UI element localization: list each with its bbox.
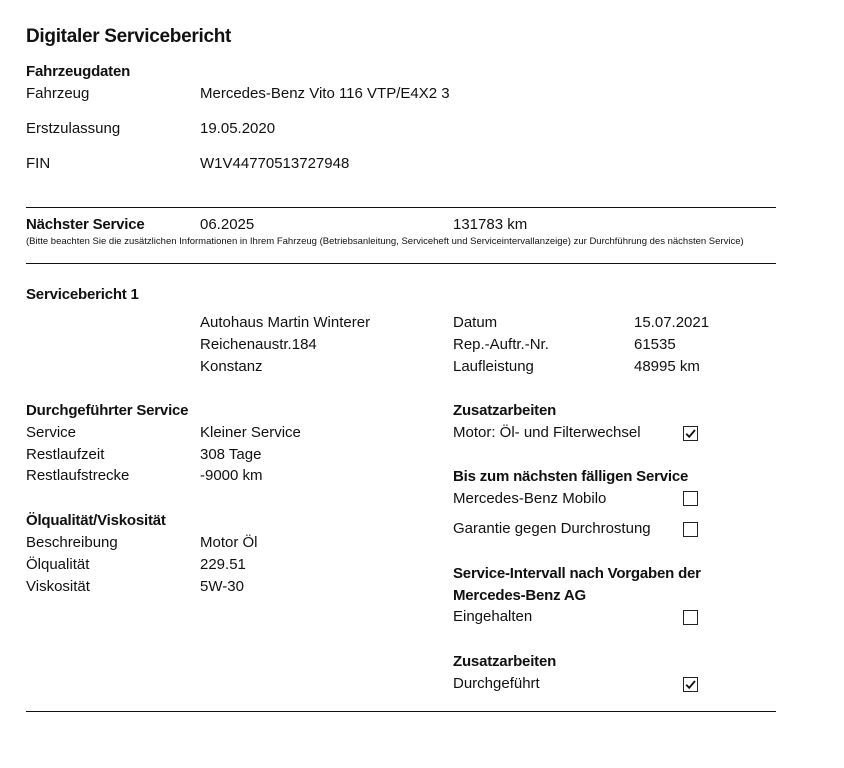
mileage-value: 48995 km: [634, 358, 700, 375]
next-service-label: Nächster Service: [26, 216, 145, 233]
interval-heading-line2: Mercedes-Benz AG: [453, 587, 586, 604]
additional-work-2-heading: Zusatzarbeiten: [453, 653, 557, 670]
until-next-heading: Bis zum nächsten fälligen Service: [453, 468, 689, 485]
dealer-street: Reichenaustr.184: [200, 336, 317, 353]
vehicle-label: Fahrzeug: [26, 85, 90, 102]
interval-heading-line1: Service-Intervall nach Vorgaben der: [453, 565, 701, 582]
remaining-distance-label: Restlaufstrecke: [26, 467, 130, 484]
next-service-mileage: 131783 km: [453, 216, 528, 233]
vin-label: FIN: [26, 155, 51, 172]
checkmark-icon: [684, 678, 697, 691]
mileage-label: Laufleistung: [453, 358, 534, 375]
service-value: Kleiner Service: [200, 424, 301, 441]
dealer-name: Autohaus Martin Winterer: [200, 314, 371, 331]
registration-value: 19.05.2020: [200, 120, 276, 137]
next-service-date: 06.2025: [200, 216, 255, 233]
order-number-label: Rep.-Auftr.-Nr.: [453, 336, 549, 353]
vin-value: W1V44770513727948: [200, 155, 350, 172]
oil-filter-change-label: Motor: Öl- und Filterwechsel: [453, 424, 641, 441]
interval-kept-checkbox[interactable]: [683, 610, 698, 625]
dealer-city: Konstanz: [200, 358, 263, 375]
service-label: Service: [26, 424, 77, 441]
rust-warranty-label: Garantie gegen Durchrostung: [453, 520, 651, 537]
registration-label: Erstzulassung: [26, 120, 121, 137]
remaining-distance-value: -9000 km: [200, 467, 263, 484]
divider-middle: [26, 263, 776, 264]
divider-top: [26, 207, 776, 208]
next-service-note: (Bitte beachten Sie die zusätzlichen Informationen in Ihrem Fahrzeug (Betriebsanleitung, Serviceheft und Serviceintervallanzeige) zur Durchführung des nächsten Service): [26, 236, 744, 247]
divider-bottom: [26, 711, 776, 712]
oil-quality-value: 229.51: [200, 556, 246, 573]
oil-description-value: Motor Öl: [200, 534, 258, 551]
mobilo-checkbox[interactable]: [683, 491, 698, 506]
performed-label: Durchgeführt: [453, 675, 540, 692]
oil-heading: Ölqualität/Viskosität: [26, 512, 166, 529]
date-label: Datum: [453, 314, 498, 331]
checkmark-icon: [684, 427, 697, 440]
additional-work-heading: Zusatzarbeiten: [453, 402, 557, 419]
performed-checkbox[interactable]: [683, 677, 698, 692]
remaining-time-label: Restlaufzeit: [26, 446, 105, 463]
date-value: 15.07.2021: [634, 314, 710, 331]
report-heading: Servicebericht 1: [26, 286, 139, 303]
vehicle-value: Mercedes-Benz Vito 116 VTP/E4X2 3: [200, 85, 450, 102]
oil-description-label: Beschreibung: [26, 534, 118, 551]
page-title: Digitaler Servicebericht: [26, 26, 232, 47]
vehicle-heading: Fahrzeugdaten: [26, 63, 131, 80]
viscosity-label: Viskosität: [26, 578, 90, 595]
interval-kept-label: Eingehalten: [453, 608, 533, 625]
mobilo-label: Mercedes-Benz Mobilo: [453, 490, 607, 507]
order-number-value: 61535: [634, 336, 676, 353]
oil-quality-label: Ölqualität: [26, 556, 90, 573]
viscosity-value: 5W-30: [200, 578, 244, 595]
oil-filter-change-checkbox[interactable]: [683, 426, 698, 441]
remaining-time-value: 308 Tage: [200, 446, 262, 463]
rust-warranty-checkbox[interactable]: [683, 522, 698, 537]
performed-service-heading: Durchgeführter Service: [26, 402, 189, 419]
